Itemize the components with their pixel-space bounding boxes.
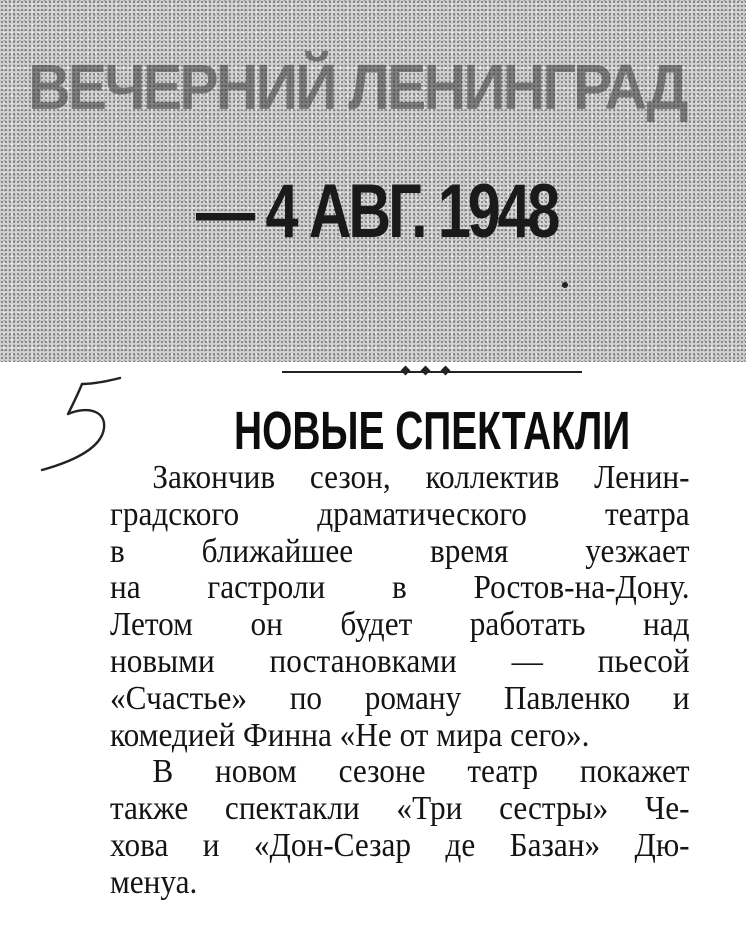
stamp-dot	[562, 282, 568, 288]
article-line: также спектакли «Три сестры» Че-	[110, 790, 690, 828]
article-line: менуа.	[110, 863, 198, 901]
article-line: Летом он будет работать над	[110, 606, 690, 644]
article-line: Закончив сезон, коллектив Ленин-	[152, 459, 690, 496]
article-line: новыми постановками — пьесой	[110, 642, 690, 680]
article-line: хова и «Дон-Сезар де Базан» Дю-	[110, 826, 690, 864]
article-line: на гастроли в Ростов-на-Дону.	[110, 569, 690, 607]
article-body	[110, 460, 690, 902]
article-headline: НОВЫЕ СПЕКТАКЛИ	[234, 401, 631, 461]
article-line: В новом сезоне театр покажет	[152, 753, 690, 791]
rule-ornament	[401, 366, 411, 376]
article-line: в ближайшее время уезжает	[110, 532, 690, 570]
rule-ornament	[421, 366, 431, 376]
stamp-date: — 4 АВГ. 1948	[196, 169, 558, 254]
date-stamp-area	[0, 0, 746, 362]
article-line: комедией Финна «Не от мира сего».	[110, 716, 590, 754]
rule-ornament	[441, 366, 451, 376]
article-line: «Счастье» по роману Павленко и	[110, 679, 690, 717]
ornamental-rule	[282, 371, 582, 373]
newspaper-title: ВЕЧЕРНИЙ ЛЕНИНГРАД	[28, 51, 686, 123]
article-line: градского драматического театра	[110, 495, 690, 533]
